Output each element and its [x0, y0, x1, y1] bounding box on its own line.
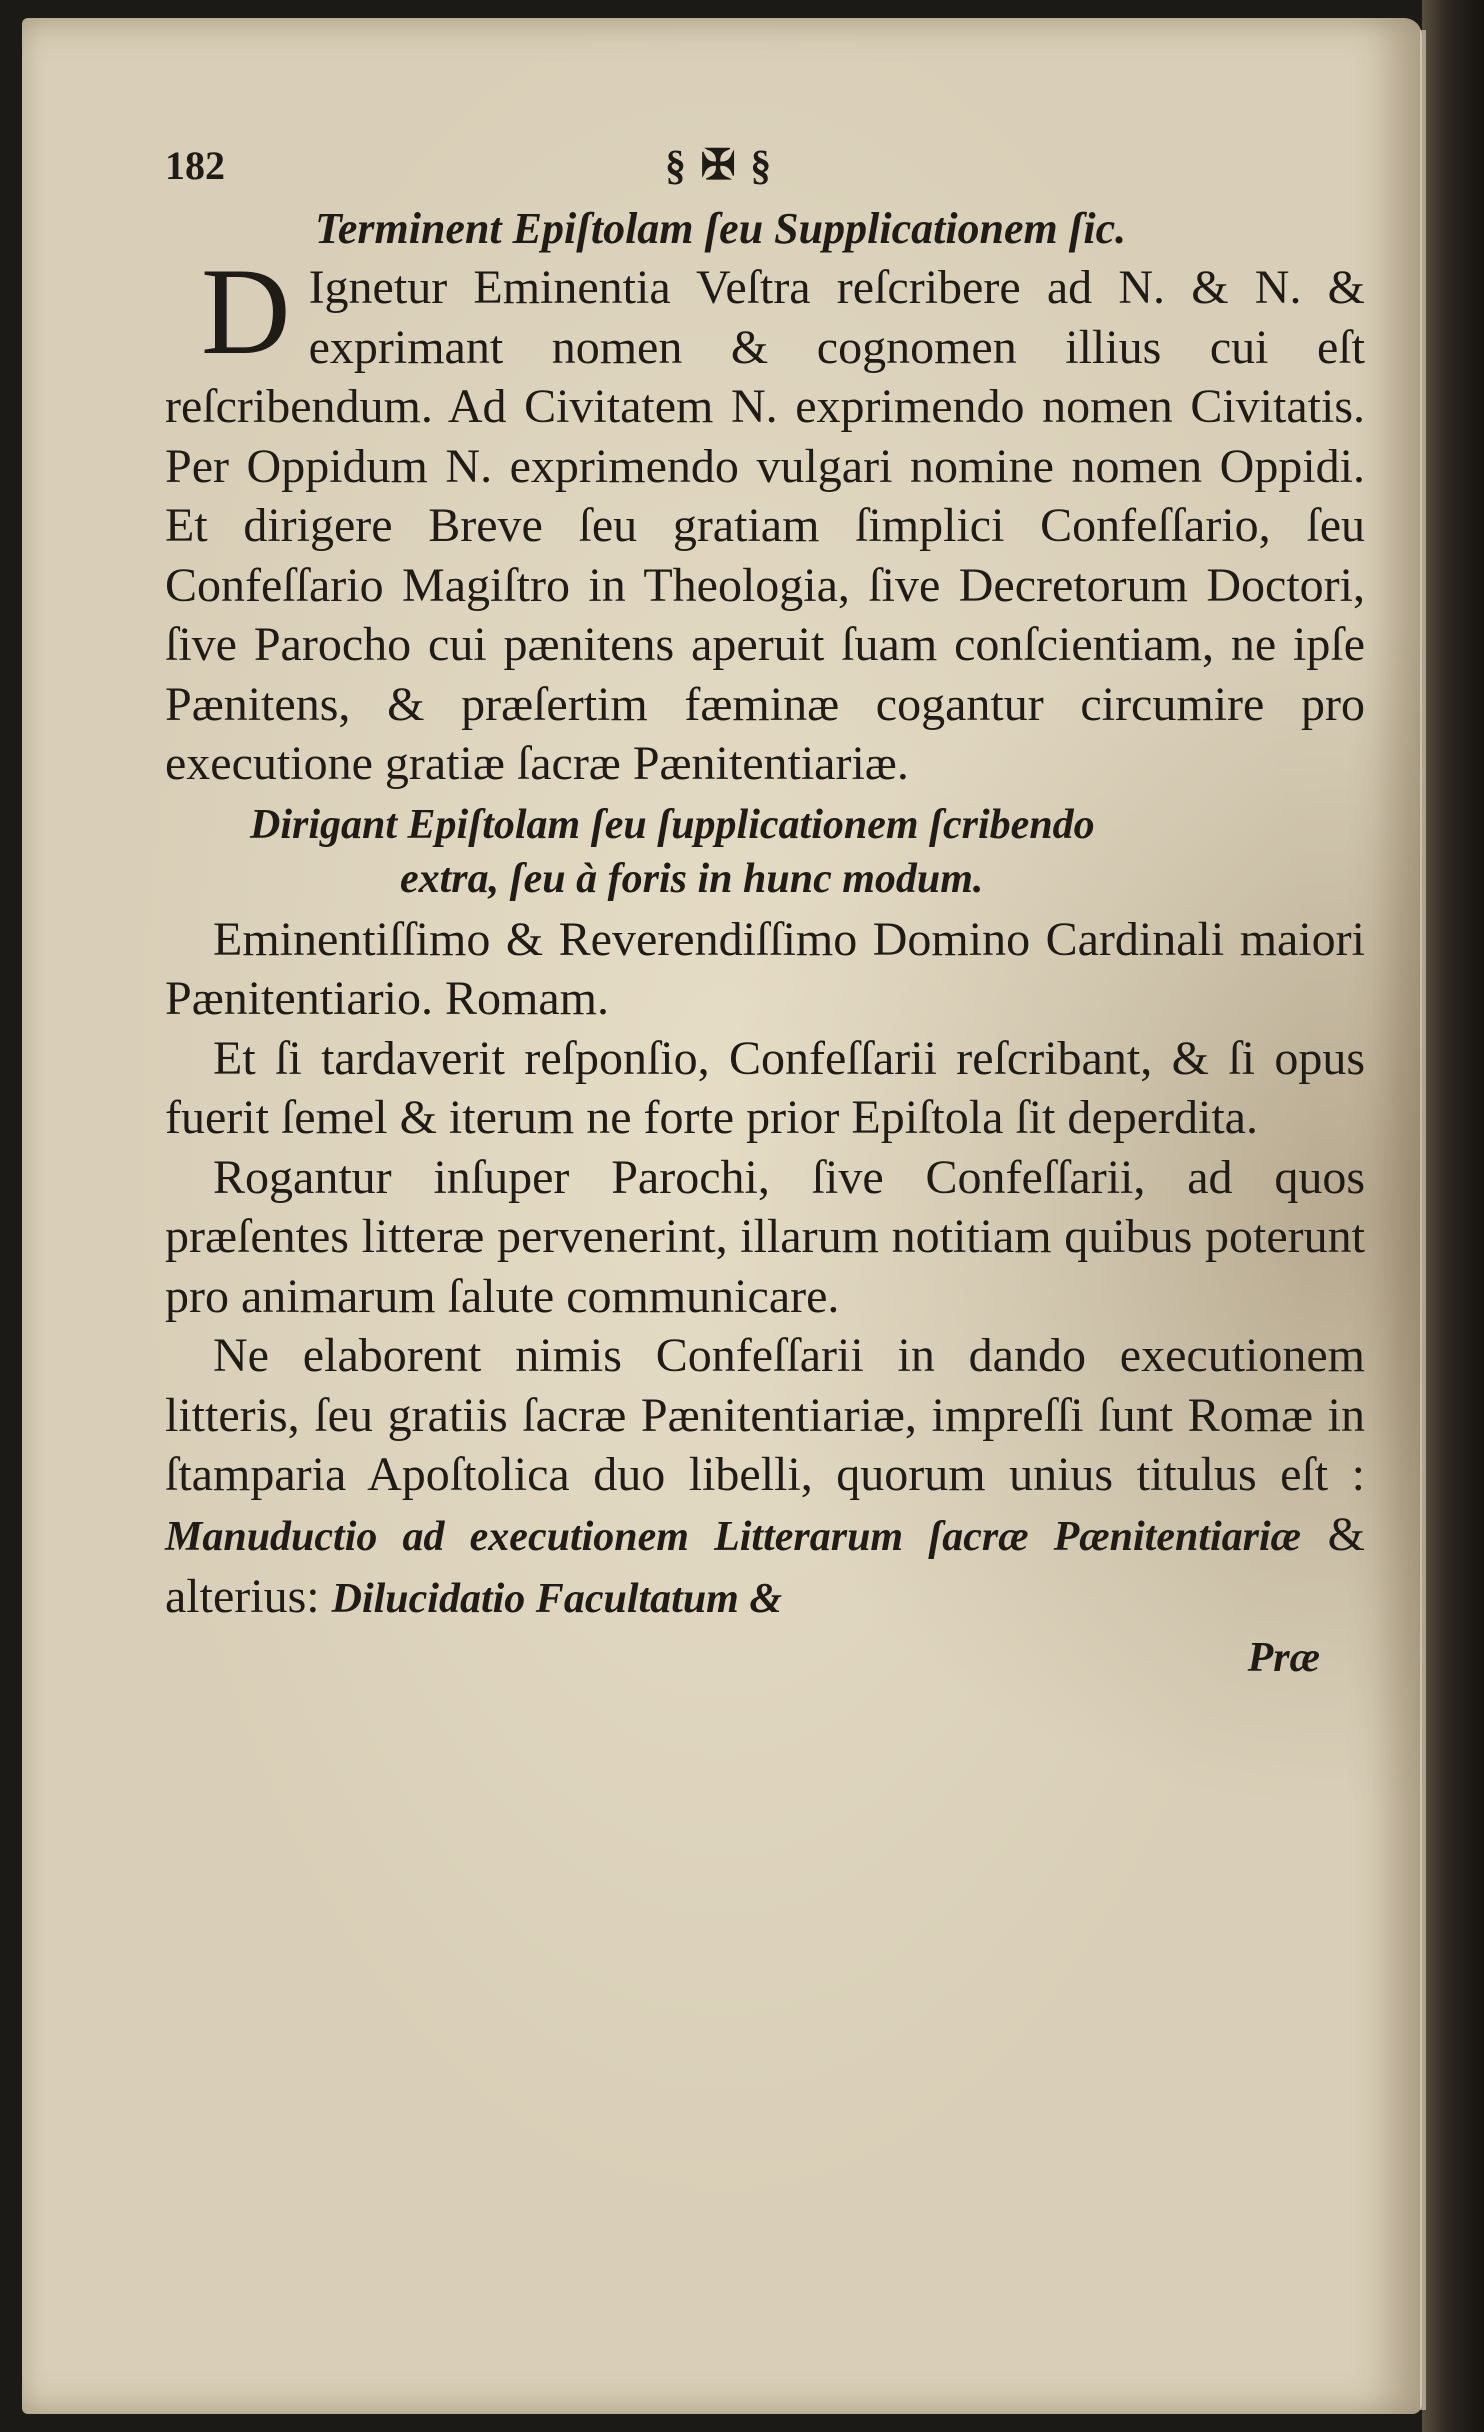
paragraph-4-mid: & alterius:	[165, 1507, 1366, 1623]
page-text	[165, 140, 1365, 1686]
running-header	[165, 140, 1365, 200]
book-gutter	[1422, 0, 1484, 2432]
address-line: Eminentiſſimo & Reverendiſſimo Domino Cardinali maiori Pænitentiario. Romam.	[165, 912, 1365, 1025]
paragraph-4-start: Ne elaborent nimis Confeſſarii in dando executionem litteris, ſeu gratiis ſacræ Pænitentiariæ, impreſſi ſunt Romæ in ſtamparia Apoſtolica duo libelli, quorum unius titulus eſt :	[165, 1329, 1365, 1501]
drop-cap: D	[201, 243, 291, 380]
paragraph-2: Et ſi tardaverit reſponſio, Confeſſarii reſcribant, & ſi opus fuerit ſemel & iterum ne forte prior Epiſtola ſit deperdita.	[165, 1031, 1365, 1144]
ornament-icon: § ✠ §	[665, 143, 774, 189]
paragraph-3: Rogantur inſuper Parochi, ſive Confeſſarii, ad quos præſentes litteræ pervenerint, illarum notitiam quibus poterunt pro animarum ſalute communicare.	[165, 1150, 1365, 1323]
paragraph-4	[165, 1326, 1365, 1630]
paragraph-4-title-2: Dilucidatio Facultatum &	[331, 1576, 783, 1622]
paragraph-1-text: Ignetur Eminentia Veſtra reſcribere ad N. & N. & exprimant nomen & cognomen illius cui eſt reſcribendum. Ad Civitatem N. exprimendo nomen Civitatis. Per Oppidum N. exprimendo vulgari nomine nomen Oppidi. Et dirigere Breve ſeu gratiam ſimplici Confeſſario, ſeu Confeſſario Magiſtro in Theologia, ſive Decretorum Doctori, ſive Parocho cui pænitens aperuit ſuam conſcientiam, ne ipſe Pænitens, & præſertim fæminæ cogantur circumire pro executione gratiæ ſacræ Pænitentiariæ.	[165, 261, 1365, 790]
page-number: 182	[165, 143, 225, 188]
paragraph-1	[165, 243, 1365, 794]
catchword: Præ	[1247, 1634, 1320, 1681]
section-heading: Terminent Epiſtolam ſeu Supplicationem ſic.	[315, 204, 1127, 253]
next-page-edge	[1420, 30, 1426, 2410]
subheading-line-1: Dirigant Epiſtolam ſeu ſupplicationem ſcribendo	[250, 801, 1095, 848]
paragraph-4-title-1: Manuductio ad executionem Litterarum ſacræ Pænitentiariæ	[165, 1513, 1302, 1560]
subheading-line-2: extra, ſeu à foris in hunc modum.	[400, 855, 984, 902]
